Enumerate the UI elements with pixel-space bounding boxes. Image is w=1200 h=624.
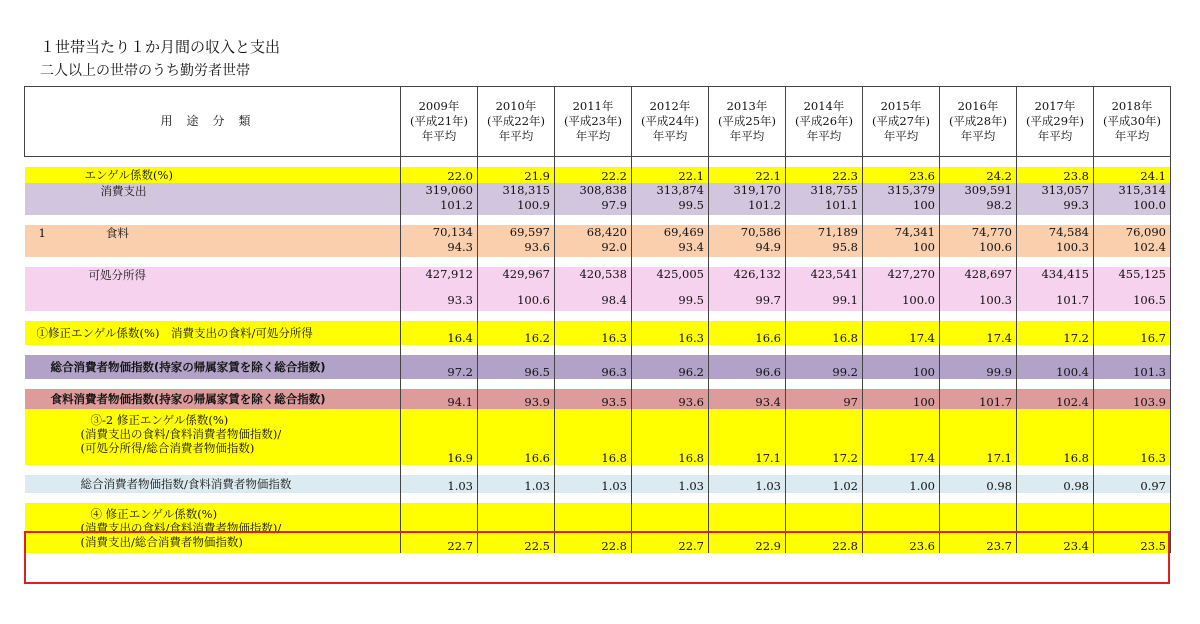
value-cell: 1.03: [632, 475, 709, 493]
amount: 318,755: [810, 183, 858, 197]
index-value: 100.3: [979, 293, 1012, 307]
value-cell: 101.7: [940, 389, 1017, 409]
year-header-line: 2018年: [1111, 99, 1153, 113]
index-value: 93.6: [524, 240, 550, 254]
row-label: 総合消費者物価指数/食料消費者物価指数: [25, 475, 401, 493]
year-header: [863, 87, 940, 157]
year-header-line: 2016年: [957, 99, 999, 113]
year-header: [709, 87, 786, 157]
value-cell: 102.4: [1017, 389, 1094, 409]
index-value: 100.0: [1133, 198, 1166, 212]
year-header-line: 2013年: [726, 99, 768, 113]
index-value: 93.3: [447, 293, 473, 307]
amount: 427,912: [425, 267, 473, 281]
row-label-text: [29, 225, 397, 241]
year-header-line: 年平均: [652, 129, 688, 143]
year-header-line: 年平均: [883, 129, 919, 143]
year-header: [1094, 87, 1171, 157]
value-cell: [709, 225, 786, 257]
value-cell: 16.2: [478, 321, 555, 345]
header-row: [25, 87, 1171, 157]
year-header-line: 2012年: [649, 99, 691, 113]
row-label-line: ③-2 修正エンゲル係数(%): [90, 413, 229, 427]
row-engel: [25, 167, 1171, 183]
index-value: 100.9: [517, 198, 550, 212]
value-cell: [786, 267, 863, 311]
year-header: [555, 87, 632, 157]
value-cell: 21.9: [478, 167, 555, 183]
value-cell: 23.6: [863, 503, 940, 553]
value-cell: 16.8: [1017, 409, 1094, 465]
amount: 318,315: [502, 183, 550, 197]
row-number: 1: [38, 226, 46, 240]
year-header-line: 年平均: [729, 129, 765, 143]
value-cell: [401, 225, 478, 257]
amount: 313,057: [1041, 183, 1089, 197]
row-modified4: [25, 503, 1171, 553]
value-cell: 1.00: [863, 475, 940, 493]
value-cell: 22.9: [709, 503, 786, 553]
value-cell: 22.7: [401, 503, 478, 553]
value-cell: [478, 267, 555, 311]
value-cell: [786, 183, 863, 215]
year-header: [632, 87, 709, 157]
amount: 69,469: [663, 225, 704, 239]
year-header-line: (平成21年): [409, 114, 469, 128]
value-cell: 93.6: [632, 389, 709, 409]
value-cell: 17.2: [1017, 321, 1094, 345]
amount: 309,591: [964, 183, 1012, 197]
index-value: 101.1: [825, 198, 858, 212]
year-header-line: 2009年: [418, 99, 460, 113]
row-label: [25, 503, 401, 553]
value-cell: 16.9: [401, 409, 478, 465]
value-cell: 16.3: [555, 321, 632, 345]
amount: 74,770: [971, 225, 1012, 239]
row-cpi_food: [25, 389, 1171, 409]
value-cell: 0.97: [1094, 475, 1171, 493]
index-value: 101.2: [440, 198, 473, 212]
year-header-line: 2010年: [495, 99, 537, 113]
page-subtitle: 二人以上の世帯のうち勤労者世帯: [40, 63, 250, 79]
row-modified1: [25, 321, 1171, 345]
index-value: 99.7: [755, 293, 781, 307]
year-header: [786, 87, 863, 157]
value-cell: 100: [863, 355, 940, 379]
amount: 69,597: [509, 225, 550, 239]
value-cell: 16.8: [632, 409, 709, 465]
year-header-line: (平成25年): [717, 114, 777, 128]
value-cell: 16.4: [401, 321, 478, 345]
value-cell: [1094, 183, 1171, 215]
row-label: エンゲル係数(%): [25, 167, 401, 183]
value-cell: [632, 267, 709, 311]
year-header-line: (平成29年): [1025, 114, 1085, 128]
value-cell: [1094, 225, 1171, 257]
amount: 308,838: [579, 183, 627, 197]
value-cell: 17.4: [863, 409, 940, 465]
year-header-line: 2017年: [1034, 99, 1076, 113]
value-cell: [786, 225, 863, 257]
row-label-line: (消費支出の食料/食料消費者物価指数)/: [80, 427, 282, 441]
row-label: ①修正エンゲル係数(%) 消費支出の食料/可処分所得: [25, 321, 401, 345]
year-header: [478, 87, 555, 157]
value-cell: 101.3: [1094, 355, 1171, 379]
value-cell: [1017, 183, 1094, 215]
amount: 425,005: [656, 267, 704, 281]
year-header-line: 年平均: [806, 129, 842, 143]
value-cell: [863, 267, 940, 311]
value-cell: [555, 267, 632, 311]
amount: 423,541: [810, 267, 858, 281]
year-header-line: 年平均: [575, 129, 611, 143]
value-cell: 22.0: [401, 167, 478, 183]
year-header-line: (平成27年): [871, 114, 931, 128]
value-cell: 16.6: [709, 321, 786, 345]
year-header-line: (平成22年): [486, 114, 546, 128]
row-food: [25, 225, 1171, 257]
value-cell: 16.6: [478, 409, 555, 465]
value-cell: 0.98: [940, 475, 1017, 493]
value-cell: [863, 183, 940, 215]
value-cell: 97: [786, 389, 863, 409]
value-cell: [1017, 225, 1094, 257]
value-cell: 100.4: [1017, 355, 1094, 379]
year-header-line: 2015年: [880, 99, 922, 113]
index-value: 100.3: [1056, 240, 1089, 254]
index-value: 106.5: [1133, 293, 1166, 307]
row-label-line: (可処分所得/総合消費者物価指数): [80, 441, 255, 455]
year-header-line: 年平均: [421, 129, 457, 143]
value-cell: 99.2: [786, 355, 863, 379]
amount: 70,134: [432, 225, 473, 239]
value-cell: 17.1: [709, 409, 786, 465]
index-value: 100.6: [517, 293, 550, 307]
row-label: [25, 183, 401, 215]
year-header-line: 2014年: [803, 99, 845, 113]
value-cell: 103.9: [1094, 389, 1171, 409]
index-value: 100.0: [902, 293, 935, 307]
value-cell: 16.8: [555, 409, 632, 465]
value-cell: 93.5: [555, 389, 632, 409]
value-cell: 1.03: [555, 475, 632, 493]
value-cell: [555, 225, 632, 257]
value-cell: 1.03: [401, 475, 478, 493]
value-cell: 22.8: [555, 503, 632, 553]
year-header-line: (平成24年): [640, 114, 700, 128]
category-header: 用途分類: [25, 87, 401, 157]
row-label-line: ④ 修正エンゲル係数(%): [90, 507, 218, 521]
amount: 71,189: [817, 225, 858, 239]
amount: 74,341: [894, 225, 935, 239]
row-ratio: [25, 475, 1171, 493]
index-value: 100.6: [979, 240, 1012, 254]
value-cell: [1017, 267, 1094, 311]
index-value: 92.0: [601, 240, 627, 254]
value-cell: 99.9: [940, 355, 1017, 379]
index-value: 99.3: [1063, 198, 1089, 212]
year-header: [401, 87, 478, 157]
value-cell: 24.1: [1094, 167, 1171, 183]
value-cell: [1094, 267, 1171, 311]
row-label: 食料消費者物価指数(持家の帰属家賃を除く総合指数): [25, 389, 401, 409]
index-value: 99.1: [832, 293, 858, 307]
amount: 76,090: [1125, 225, 1166, 239]
amount: 315,314: [1118, 183, 1166, 197]
value-cell: 23.7: [940, 503, 1017, 553]
index-value: 98.2: [986, 198, 1012, 212]
value-cell: 96.5: [478, 355, 555, 379]
value-cell: 96.6: [709, 355, 786, 379]
index-value: 101.2: [748, 198, 781, 212]
index-value: 98.4: [601, 293, 627, 307]
year-header-line: (平成26年): [794, 114, 854, 128]
value-cell: [940, 225, 1017, 257]
income-expenditure-table: [24, 86, 1171, 553]
value-cell: 96.2: [632, 355, 709, 379]
amount: 74,584: [1048, 225, 1089, 239]
year-header-line: (平成30年): [1102, 114, 1162, 128]
row-label-line: (消費支出の食料/食料消費者物価指数)/: [80, 521, 282, 535]
amount: 428,697: [964, 267, 1012, 281]
row-label: [25, 267, 401, 311]
value-cell: [478, 183, 555, 215]
value-cell: 1.03: [709, 475, 786, 493]
index-value: 97.9: [601, 198, 627, 212]
value-cell: [632, 225, 709, 257]
value-cell: 22.2: [555, 167, 632, 183]
value-cell: [555, 183, 632, 215]
value-cell: 24.2: [940, 167, 1017, 183]
value-cell: 96.3: [555, 355, 632, 379]
index-value: 100: [913, 198, 935, 212]
value-cell: 93.4: [709, 389, 786, 409]
index-value: 94.3: [447, 240, 473, 254]
amount: 455,125: [1118, 267, 1166, 281]
page-title: １世帯当たり１か月間の収入と支出: [40, 38, 281, 56]
index-value: 101.7: [1056, 293, 1089, 307]
value-cell: [478, 225, 555, 257]
value-cell: 22.1: [709, 167, 786, 183]
value-cell: 94.1: [401, 389, 478, 409]
amount: 319,060: [425, 183, 473, 197]
year-header-line: (平成23年): [563, 114, 623, 128]
index-value: 95.8: [832, 240, 858, 254]
value-cell: 22.8: [786, 503, 863, 553]
year-header-line: 年平均: [1037, 129, 1073, 143]
value-cell: 17.4: [863, 321, 940, 345]
amount: 434,415: [1041, 267, 1089, 281]
index-value: 93.4: [678, 240, 704, 254]
value-cell: [401, 183, 478, 215]
amount: 420,538: [579, 267, 627, 281]
year-header-line: (平成28年): [948, 114, 1008, 128]
year-header: [940, 87, 1017, 157]
value-cell: 23.8: [1017, 167, 1094, 183]
value-cell: 0.98: [1017, 475, 1094, 493]
amount: 68,420: [586, 225, 627, 239]
value-cell: [632, 183, 709, 215]
row-label-text: 消費支出: [100, 184, 147, 198]
value-cell: 17.4: [940, 321, 1017, 345]
row-label-name: 食料: [105, 226, 129, 240]
value-cell: 16.7: [1094, 321, 1171, 345]
row-consumption: [25, 183, 1171, 215]
index-value: 102.4: [1133, 240, 1166, 254]
value-cell: 22.3: [786, 167, 863, 183]
amount: 315,379: [887, 183, 935, 197]
value-cell: 23.4: [1017, 503, 1094, 553]
index-value: 99.5: [678, 198, 704, 212]
index-value: 94.9: [755, 240, 781, 254]
row-modified32: [25, 409, 1171, 465]
value-cell: [709, 183, 786, 215]
value-cell: 22.7: [632, 503, 709, 553]
year-header: [1017, 87, 1094, 157]
year-header-line: 年平均: [1114, 129, 1150, 143]
row-disposable: [25, 267, 1171, 311]
amount: 426,132: [733, 267, 781, 281]
row-label-line: (消費支出/総合消費者物価指数): [80, 535, 243, 549]
row-label: 総合消費者物価指数(持家の帰属家賃を除く総合指数): [25, 355, 401, 379]
year-header-line: 年平均: [960, 129, 996, 143]
amount: 319,170: [733, 183, 781, 197]
row-cpi_total: [25, 355, 1171, 379]
year-header-line: 年平均: [498, 129, 534, 143]
index-value: 99.5: [678, 293, 704, 307]
row-label: [25, 225, 401, 257]
value-cell: [863, 225, 940, 257]
value-cell: 100: [863, 389, 940, 409]
value-cell: 22.5: [478, 503, 555, 553]
value-cell: 22.1: [632, 167, 709, 183]
value-cell: 17.2: [786, 409, 863, 465]
value-cell: 23.5: [1094, 503, 1171, 553]
value-cell: [709, 267, 786, 311]
value-cell: 16.8: [786, 321, 863, 345]
index-value: 100: [913, 240, 935, 254]
year-header-line: 2011年: [572, 99, 614, 113]
value-cell: [401, 267, 478, 311]
value-cell: 93.9: [478, 389, 555, 409]
amount: 427,270: [887, 267, 935, 281]
row-label-text: 可処分所得: [88, 268, 146, 282]
value-cell: 23.6: [863, 167, 940, 183]
row-label: [25, 409, 401, 465]
amount: 429,967: [502, 267, 550, 281]
value-cell: [940, 267, 1017, 311]
value-cell: 16.3: [1094, 409, 1171, 465]
value-cell: [940, 183, 1017, 215]
amount: 313,874: [656, 183, 704, 197]
value-cell: 97.2: [401, 355, 478, 379]
value-cell: 1.03: [478, 475, 555, 493]
value-cell: 1.02: [786, 475, 863, 493]
value-cell: 16.3: [632, 321, 709, 345]
value-cell: 17.1: [940, 409, 1017, 465]
amount: 70,586: [740, 225, 781, 239]
